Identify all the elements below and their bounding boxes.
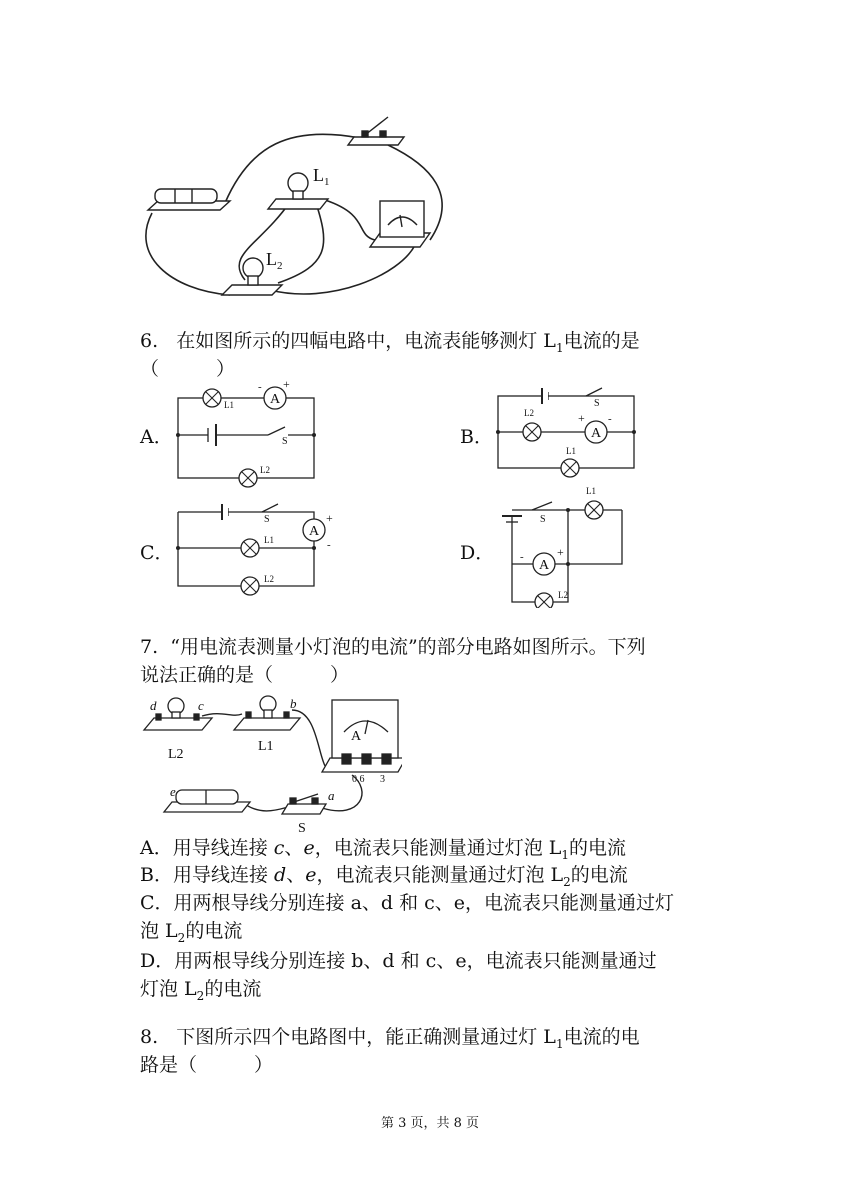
svg-text:L1: L1 — [258, 739, 274, 754]
svg-text:c: c — [198, 698, 204, 713]
svg-text:L2: L2 — [524, 408, 534, 418]
svg-text:A: A — [270, 392, 281, 407]
q6-option-b-label[interactable]: B． — [460, 426, 493, 448]
svg-text:S: S — [298, 821, 306, 836]
svg-text:A: A — [351, 729, 362, 744]
svg-text:A: A — [539, 558, 550, 573]
q6-stem: 6. 在如图所示的四幅电路中，电流表能够测灯 $L_1$电流的是 — [140, 330, 640, 355]
svg-text:d: d — [150, 698, 157, 713]
q7-option-d-line1[interactable]: D．用两根导线分别连接 b、d 和 c、e，电流表只能测量通过 — [140, 950, 657, 972]
svg-text:S: S — [264, 514, 270, 525]
battery-board — [148, 189, 230, 210]
svg-text:+: + — [557, 545, 564, 559]
switch-board — [348, 117, 404, 145]
q7-option-c-line2[interactable]: 泡 $L_2$的电流 — [140, 920, 243, 945]
q7-battery — [164, 790, 250, 812]
q6-circuit-d — [496, 484, 636, 608]
q7-ammeter — [322, 700, 402, 772]
q6-circuit-a — [170, 380, 320, 490]
svg-text:L1: L1 — [586, 486, 596, 496]
svg-text:3: 3 — [380, 774, 385, 785]
svg-text:L2: L2 — [558, 590, 568, 600]
q6-option-d-label[interactable]: D． — [460, 542, 495, 564]
top-l1-label: $L_1$ — [313, 165, 330, 188]
svg-text:b: b — [290, 696, 297, 711]
svg-text:S: S — [540, 514, 546, 525]
q7-option-d-line2[interactable]: 灯泡 $L_2$的电流 — [140, 978, 262, 1003]
q7-switch — [282, 794, 326, 814]
svg-text:0.6: 0.6 — [352, 774, 365, 785]
svg-text:+: + — [283, 380, 290, 391]
svg-text:e: e — [170, 784, 176, 799]
q8-stem-line2: 路是（ ） — [140, 1054, 274, 1076]
q7-stem-line2: 说法正确的是（ ） — [140, 664, 350, 686]
top-l2-label: $L_2$ — [266, 249, 283, 272]
svg-text:+: + — [578, 411, 585, 425]
page-footer: 第 3 页，共 8 页 — [380, 1116, 480, 1131]
svg-text:A: A — [309, 524, 320, 539]
q7-circuit-figure — [142, 690, 402, 838]
q7-option-c-line1[interactable]: C．用两根导线分别连接 a、d 和 c、e，电流表只能测量通过灯 — [140, 892, 675, 914]
svg-text:+: + — [326, 511, 333, 525]
svg-text:a: a — [328, 788, 335, 803]
q6-circuit-b — [490, 382, 640, 482]
svg-text:L2: L2 — [260, 465, 270, 475]
q6-option-c-label[interactable]: C． — [140, 542, 174, 564]
q6-paren: （ ） — [140, 358, 236, 380]
svg-text:L1: L1 — [224, 400, 234, 410]
svg-text:-: - — [258, 381, 262, 393]
svg-text:S: S — [282, 436, 288, 447]
q7-stem-line1: 7. “用电流表测量小灯泡的电流”的部分电路如图所示。下列 — [140, 636, 646, 658]
q6-circuit-c — [170, 498, 340, 608]
q8-stem-line1: 8. 下图所示四个电路图中，能正确测量通过灯 $L_1$电流的电 — [140, 1026, 640, 1051]
svg-text:L1: L1 — [264, 535, 274, 545]
svg-text:L2: L2 — [264, 574, 274, 584]
svg-text:L2: L2 — [168, 747, 184, 762]
q6-option-a-label[interactable]: A． — [140, 426, 173, 448]
svg-text:S: S — [594, 398, 600, 409]
q7-option-a[interactable]: A．用导线连接 c、e，电流表只能测量通过灯泡 $L_1$的电流 — [140, 837, 627, 862]
svg-text:L1: L1 — [566, 446, 576, 456]
q7-option-b[interactable]: B．用导线连接 d、e，电流表只能测量通过灯泡 $L_2$的电流 — [140, 864, 628, 889]
svg-text:A: A — [591, 426, 602, 441]
ammeter — [370, 201, 430, 247]
svg-text:-: - — [608, 413, 612, 425]
svg-text:-: - — [327, 539, 331, 551]
svg-text:-: - — [520, 551, 524, 563]
top-circuit-figure — [130, 105, 470, 305]
